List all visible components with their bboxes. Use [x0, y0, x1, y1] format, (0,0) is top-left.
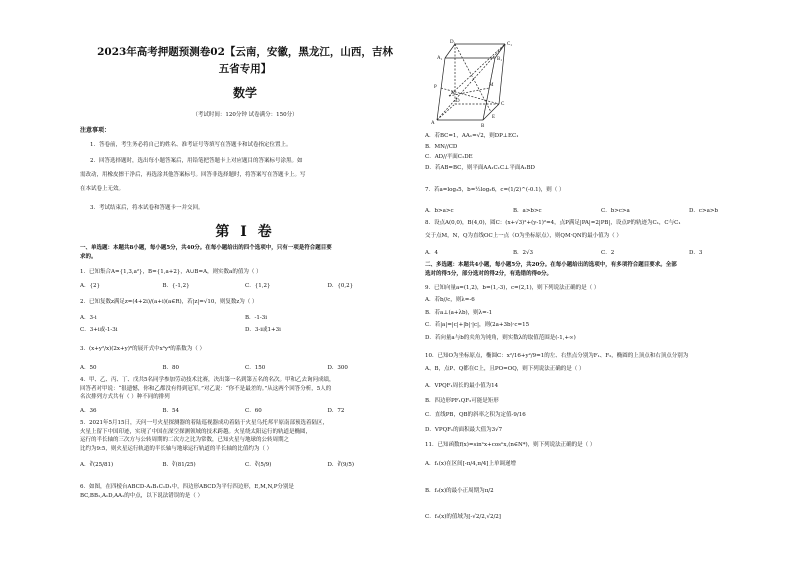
title-line-1: 2023年高考押题预测卷02【云南，安徽，黑龙江，山西，吉林	[97, 46, 393, 58]
vertex-label: C₁	[507, 42, 513, 47]
question-4-options: A．36 B．54 C．60 D．72	[80, 408, 345, 414]
question-5: 5．2021年5月15日，天问一号火星探测器的着陆巡视器成功着陆于火星乌托邦平原南部预选着陆区， 火星上留下中国印迹，实现了中国在深空探测领域的技术跨越。火星绕太阳运行的轨道是椭圆， 运行的半长轴的三次方与公转周期的二次方之比为常数，已知火星与地球的公转周期之 比约为9:5，则火星运行轨道的半长轴与地球运行轨道的半长轴的比值约为（ ）	[80, 420, 328, 452]
notice-item: 3．考试结束后，将本试卷和答题卡一并交回。	[90, 205, 204, 211]
section-1-heading: 一、单选题：本题共8小题，每小题5分，共40分。在每小题给出的四个选项中，只有一项是符合题目要 求的。	[80, 245, 332, 260]
vertex-label: B	[481, 124, 485, 129]
question-5-options: A．∛(25/81) B．∛(81/25) C．∛(5/9) D．∛(9/5)	[80, 462, 355, 468]
notice-item: 在本试卷上无效。	[80, 186, 125, 192]
question-11-options: A．f₁(x)在区间[-π/4,π/4]上单调递增 B．f₂(x)的最小正周期为π/2 C．f₃(x)的值域为[-√2/2,√2/2]	[425, 461, 516, 520]
edge-line	[455, 44, 491, 112]
vertex-label: P	[434, 85, 437, 90]
part-one-heading: 第 I 卷	[215, 224, 275, 240]
exam-meta: （考试时间：120分钟 试卷满分：150分）	[192, 112, 298, 118]
title-line-2: 五省专用】	[218, 63, 272, 75]
vertex-label: D₁	[450, 40, 456, 45]
question-1-options: A．{2} B．{-1,2} C．{1,2} D．{0,2}	[80, 283, 354, 289]
notice-item: 需改动，用橡皮擦干净后，再选涂其他答案标号。回答非选择题时，将答案写在答题卡上。写	[80, 172, 306, 178]
question-1: 1．已知集合A={1,3,a²}，B={1,a+2}，A∪B=A，则实数a的值为（ ）	[80, 269, 262, 275]
vertex-label: E	[492, 115, 496, 120]
notice-item: 2．回答选择题时，选出每小题答案后，用铅笔把答题卡上对应题目的答案标号涂黑。如	[90, 158, 303, 164]
vertex-label: N	[451, 91, 455, 96]
edge-line	[445, 44, 455, 58]
question-9: 9．已知向量a=(1,2)，b=(1,-3)，c=(2,1)，则下列说法正确的是（ ）	[425, 285, 600, 291]
question-6-options: A．若BC=1，AA₁=√2，则DP⊥EC₁ B．MN//CD C．AD//平面C₁DE D．若AB=BC，则平面AA₁C₁C⊥平面A₁BD	[425, 133, 535, 171]
question-3: 3．(x+y²/x)(2x+y)⁶的展开式中x³y⁴的系数为（ ）	[80, 346, 205, 352]
edge-line	[499, 44, 505, 104]
frustum-figure	[425, 38, 525, 130]
exam-title	[80, 44, 410, 78]
vertex-label: B₁	[497, 57, 503, 62]
vertex-label: M	[489, 83, 494, 88]
question-9-options: A．若b//c，则λ=-6 B．若a⊥(a+λb)，则λ=-1 C．若|a|=|c|+|b|·|c|，则(2a+3b)·c=15 D．若向量a与b的夹角为钝角，则实数λ的取值范围是(-1,+∞)	[425, 297, 576, 341]
question-7-options: A．b>a>c B．a>b>c C．b>c>a D．c>a>b	[425, 208, 719, 214]
question-10: 10．已知O为坐标原点，椭圆C：x²/16+y²/9=1的左、右焦点分别为F₁、F₂，椭圆的上顶点和右顶点分别为 A、B，点P、Q都在C上，且PO=OQ，则下列说法正确的是（ ）	[425, 353, 689, 372]
vertex-label: D	[456, 99, 460, 104]
question-2: 2．已知复数z满足z=(4+2i)/(a+i)(a∈R)，若|z|=√10，则复数z为（ ）	[80, 299, 258, 305]
left-column	[80, 0, 410, 562]
edge-line	[437, 104, 455, 120]
notice-item: 1．答卷前，考生务必将自己的姓名、准考证号等填写在答题卡和试卷指定位置上。	[90, 142, 292, 148]
question-8: 8．设点A(0,0)，B(4,0)，圆C：(x+√3)²+(y-1)²=4，点P满足|PA|=2|PB|，设点P的轨迹为C₁，C与C₁ 交于点M，N，Q为直线OC上一点（O为坐标原点），则QM·QN的最小值为（ ）	[425, 220, 681, 239]
vertex-label: C	[501, 102, 505, 107]
question-2-options-row-2: C．3+i或-1-3i D．3-i或1+3i	[80, 327, 281, 333]
question-8-options: A．4 B．2√3 C．2 D．3	[425, 250, 703, 256]
section-2-heading: 二、多选题：本题共4小题，每小题5分，共20分。在每小题给出的选项中，有多项符合题目要求。全部 选对的得5分，部分选对的得2分，有选错的得0分。	[425, 262, 677, 277]
vertex-label: A	[431, 121, 435, 126]
question-7: 7．若a=log₃5，b=½log₂6，c=(1/2)^(-0.1)，则（ ）	[425, 187, 565, 193]
right-column	[425, 0, 777, 562]
question-11: 11．已知函数f(x)=sinⁿx+cosⁿx,(n∈N*)，则下列说法正确的是（ ）	[425, 442, 596, 448]
edge-line	[437, 58, 445, 120]
notice-heading: 注意事项：	[80, 127, 111, 134]
vertex-label: A₁	[437, 56, 443, 61]
question-3-options: A．50 B．80 C．150 D．300	[80, 365, 348, 371]
question-2-options-row-1: A．3-i B．-1-3i	[80, 315, 268, 321]
question-4: 4．甲、乙、丙、丁、戊共5名同学参加劳动技术比赛，决出第一名到第五名的名次。甲和乙去询问成绩， 回答者对甲说：“很遗憾，你和乙都没有得到冠军。”对乙说：“你不是最差的。”从这两个回答分析，5人的 名次排列方式共有（ ）种不同的排列	[80, 377, 335, 400]
question-6: 6．如图，在四棱台ABCD-A₁B₁C₁D₁中，四边形ABCD为平行四边形，E,M,N,P分别是 BC,BB₁,A₁D,AA₁的中点，以下说法错误的是（ ）	[80, 484, 294, 499]
edge-line	[449, 44, 505, 96]
subject-title: 数学	[232, 86, 257, 100]
question-10-options: A．VPQF₁周长的最小值为14 B．四边形PF₁QF₂可能是矩形 C．直线PB，QB的斜率之积为定值-9/16 D．VPQF₁的面积最大值为3√7	[425, 383, 526, 433]
